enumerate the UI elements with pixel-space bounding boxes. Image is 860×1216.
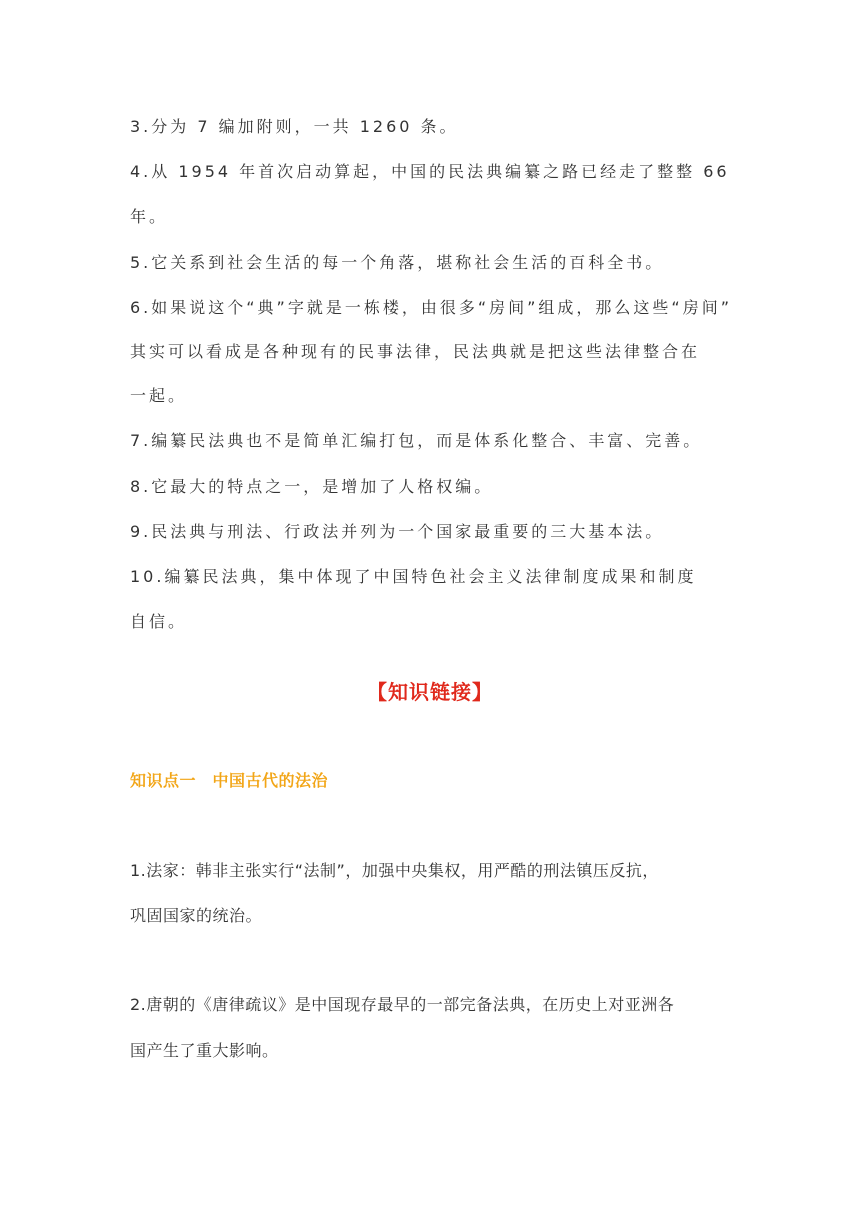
- item-6-line-3: 一起。: [130, 386, 188, 405]
- point-2-line-1: 2.唐朝的《唐律疏议》是中国现存最早的一部完备法典，在历史上对亚洲各: [130, 995, 675, 1014]
- item-8-line-1: 8.它最大的特点之一，是增加了人格权编。: [130, 477, 494, 496]
- point-1-line-1: 1.法家：韩非主张实行“法制”，加强中央集权，用严酷的刑法镇压反抗，: [130, 861, 659, 880]
- item-10-line-1: 10.编纂民法典，集中体现了中国特色社会主义法律制度成果和制度: [130, 567, 697, 586]
- item-6-line-2: 其实可以看成是各种现有的民事法律，民法典就是把这些法律整合在: [130, 342, 701, 361]
- item-7-line-1: 7.编纂民法典也不是简单汇编打包，而是体系化整合、丰富、完善。: [130, 431, 703, 450]
- item-9-line-1: 9.民法典与刑法、行政法并列为一个国家最重要的三大基本法。: [130, 522, 665, 541]
- point-2-line-2: 国产生了重大影响。: [130, 1041, 279, 1060]
- point-1-line-2: 巩固国家的统治。: [130, 906, 263, 925]
- item-4-line-2: 年。: [130, 207, 169, 226]
- subsection-title: 知识点一 中国古代的法治: [130, 771, 329, 790]
- item-5-line-1: 5.它关系到社会生活的每一个角落，堪称社会生活的百科全书。: [130, 253, 665, 272]
- section-title: 【知识链接】: [367, 680, 493, 704]
- item-4-line-1: 4.从 1954 年首次启动算起，中国的民法典编纂之路已经走了整整 66: [130, 162, 730, 181]
- item-10-line-2: 自信。: [130, 612, 188, 631]
- item-6-line-1: 6.如果说这个“典”字就是一栋楼，由很多“房间”组成，那么这些“房间”: [130, 298, 733, 317]
- item-3-line-1: 3.分为 7 编加附则，一共 1260 条。: [130, 117, 459, 136]
